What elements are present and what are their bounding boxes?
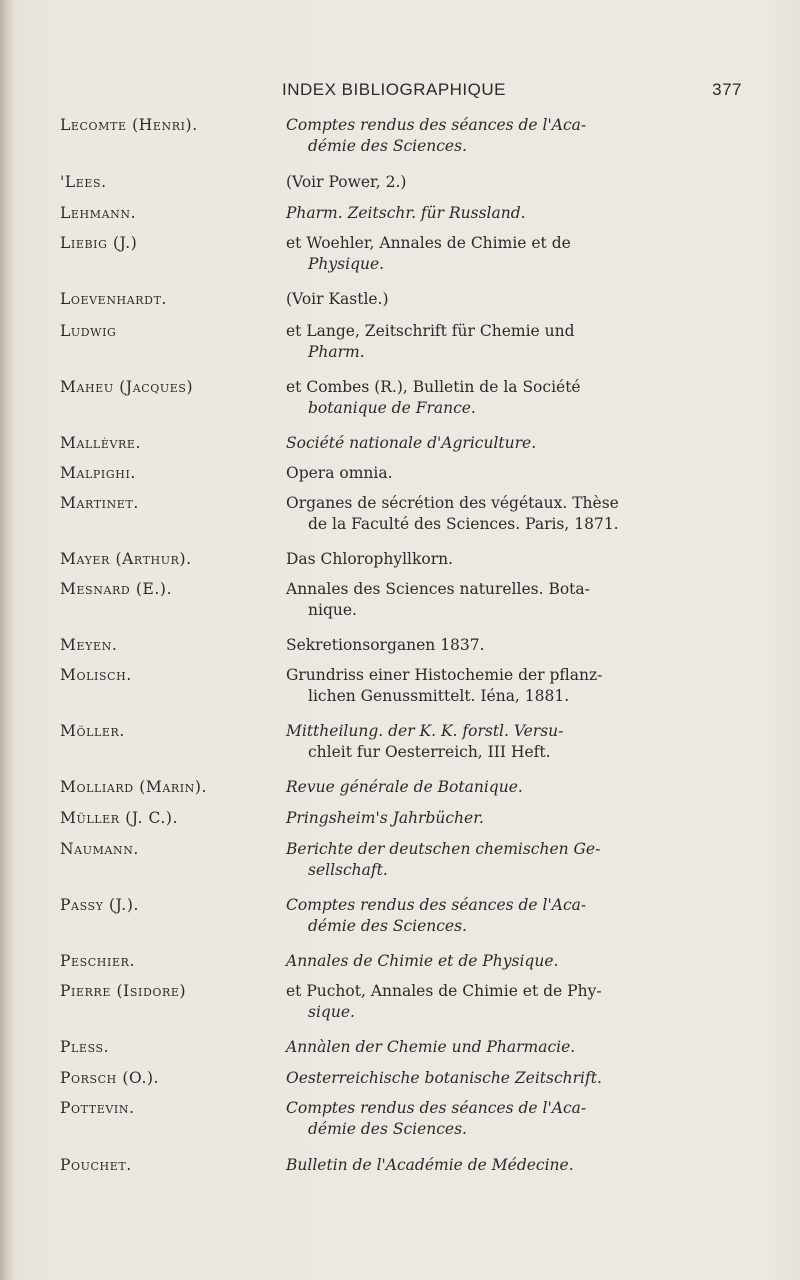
reference-continuation: sellschaft. xyxy=(308,861,388,879)
reference xyxy=(286,463,748,484)
author-name: 'Lees. xyxy=(60,173,107,191)
reference-line: Opera omnia. xyxy=(286,464,393,482)
reference xyxy=(286,203,748,224)
author-name: Liebig (J.) xyxy=(60,234,138,252)
author-name: Porsch (O.). xyxy=(60,1069,160,1087)
author-name: Müller (J. C.). xyxy=(60,809,179,827)
reference xyxy=(286,1068,748,1089)
running-header xyxy=(282,80,742,106)
reference-line: Mittheilung. der K. K. forstl. Versu- xyxy=(286,722,564,740)
author-name: Möller. xyxy=(60,722,125,740)
reference-line: Pharm. Zeitschr. für Russland. xyxy=(286,204,526,222)
reference-continuation: chleit fur Oesterreich, III Heft. xyxy=(308,743,551,761)
reference xyxy=(286,777,748,798)
reference-continuation: démie des Sciences. xyxy=(308,1120,467,1138)
author-name: Lecomte (Henri). xyxy=(60,116,198,134)
reference-line: Grundriss einer Histochemie der pflanz- xyxy=(286,666,603,684)
reference xyxy=(286,433,748,454)
author-name: Pless. xyxy=(60,1038,110,1056)
reference-continuation: démie des Sciences. xyxy=(308,917,467,935)
author-name: Lehmann. xyxy=(60,204,137,222)
reference xyxy=(286,549,748,570)
reference-line: Annales de Chimie et de Physique. xyxy=(286,952,559,970)
reference xyxy=(286,895,748,937)
reference-line: Comptes rendus des séances de l'Aca- xyxy=(286,116,587,134)
reference-line: Organes de sécrétion des végétaux. Thèse xyxy=(286,494,619,512)
reference-continuation: Physique. xyxy=(308,255,385,273)
author-name: Ludwig xyxy=(60,322,117,340)
reference-line: Revue générale de Botanique. xyxy=(286,778,523,796)
reference-continuation: botanique de France. xyxy=(308,399,476,417)
reference xyxy=(286,579,748,621)
reference-continuation: démie des Sciences. xyxy=(308,137,467,155)
author-name: Mesnard (E.). xyxy=(60,580,173,598)
reference xyxy=(286,981,748,1023)
reference-continuation: sique. xyxy=(308,1003,355,1021)
reference xyxy=(286,839,748,881)
reference-line: Oesterreichische botanische Zeitschrift. xyxy=(286,1069,602,1087)
reference xyxy=(286,115,748,157)
reference xyxy=(286,172,748,193)
author-name: Molisch. xyxy=(60,666,132,684)
reference xyxy=(286,289,748,310)
reference-line: Annales des Sciences naturelles. Bota- xyxy=(286,580,590,598)
reference-continuation: de la Faculté des Sciences. Paris, 1871. xyxy=(308,515,619,533)
author-name: Mayer (Arthur). xyxy=(60,550,192,568)
binding-shadow xyxy=(0,0,14,1280)
reference-line: (Voir Power, 2.) xyxy=(286,173,407,191)
reference-line: et Lange, Zeitschrift für Chemie und xyxy=(286,322,575,340)
reference xyxy=(286,321,748,363)
author-name: Molliard (Marin). xyxy=(60,778,208,796)
reference-line: et Combes (R.), Bulletin de la Société xyxy=(286,378,581,396)
reference-line: et Puchot, Annales de Chimie et de Phy- xyxy=(286,982,602,1000)
author-name: Peschier. xyxy=(60,952,135,970)
reference xyxy=(286,665,748,707)
reference-line: (Voir Kastle.) xyxy=(286,290,389,308)
author-name: Passy (J.). xyxy=(60,896,139,914)
reference xyxy=(286,808,748,829)
reference-line: Sekretionsorganen 1837. xyxy=(286,636,485,654)
reference-line: Annàlen der Chemie und Pharmacie. xyxy=(286,1038,576,1056)
reference-continuation: nique. xyxy=(308,601,357,619)
reference xyxy=(286,951,748,972)
reference xyxy=(286,377,748,419)
author-name: Mallèvre. xyxy=(60,434,142,452)
author-name: Meyen. xyxy=(60,636,118,654)
reference-line: Das Chlorophyllkorn. xyxy=(286,550,454,568)
reference xyxy=(286,721,748,763)
reference xyxy=(286,635,748,656)
author-name: Pottevin. xyxy=(60,1099,135,1117)
reference-line: Comptes rendus des séances de l'Aca- xyxy=(286,896,587,914)
page-number: 377 xyxy=(712,80,742,99)
author-name: Loevenhardt. xyxy=(60,290,168,308)
reference-line: et Woehler, Annales de Chimie et de xyxy=(286,234,571,252)
author-name: Pierre (Isidore) xyxy=(60,982,187,1000)
reference xyxy=(286,1155,748,1176)
author-name: Martinet. xyxy=(60,494,139,512)
reference xyxy=(286,1037,748,1058)
reference xyxy=(286,493,748,535)
reference-line: Comptes rendus des séances de l'Aca- xyxy=(286,1099,587,1117)
reference-continuation: Pharm. xyxy=(308,343,365,361)
author-name: Pouchet. xyxy=(60,1156,132,1174)
reference-line: Bulletin de l'Académie de Médecine. xyxy=(286,1156,574,1174)
author-name: Maheu (Jacques) xyxy=(60,378,194,396)
author-name: Malpighi. xyxy=(60,464,136,482)
reference-continuation: lichen Genussmittelt. Iéna, 1881. xyxy=(308,687,570,705)
reference-line: Berichte der deutschen chemischen Ge- xyxy=(286,840,601,858)
header-title: INDEX BIBLIOGRAPHIQUE xyxy=(282,80,506,99)
reference xyxy=(286,1098,748,1140)
author-name: Naumann. xyxy=(60,840,139,858)
reference-line: Pringsheim's Jahrbücher. xyxy=(286,809,484,827)
reference-line: Société nationale d'Agriculture. xyxy=(286,434,537,452)
reference xyxy=(286,233,748,275)
